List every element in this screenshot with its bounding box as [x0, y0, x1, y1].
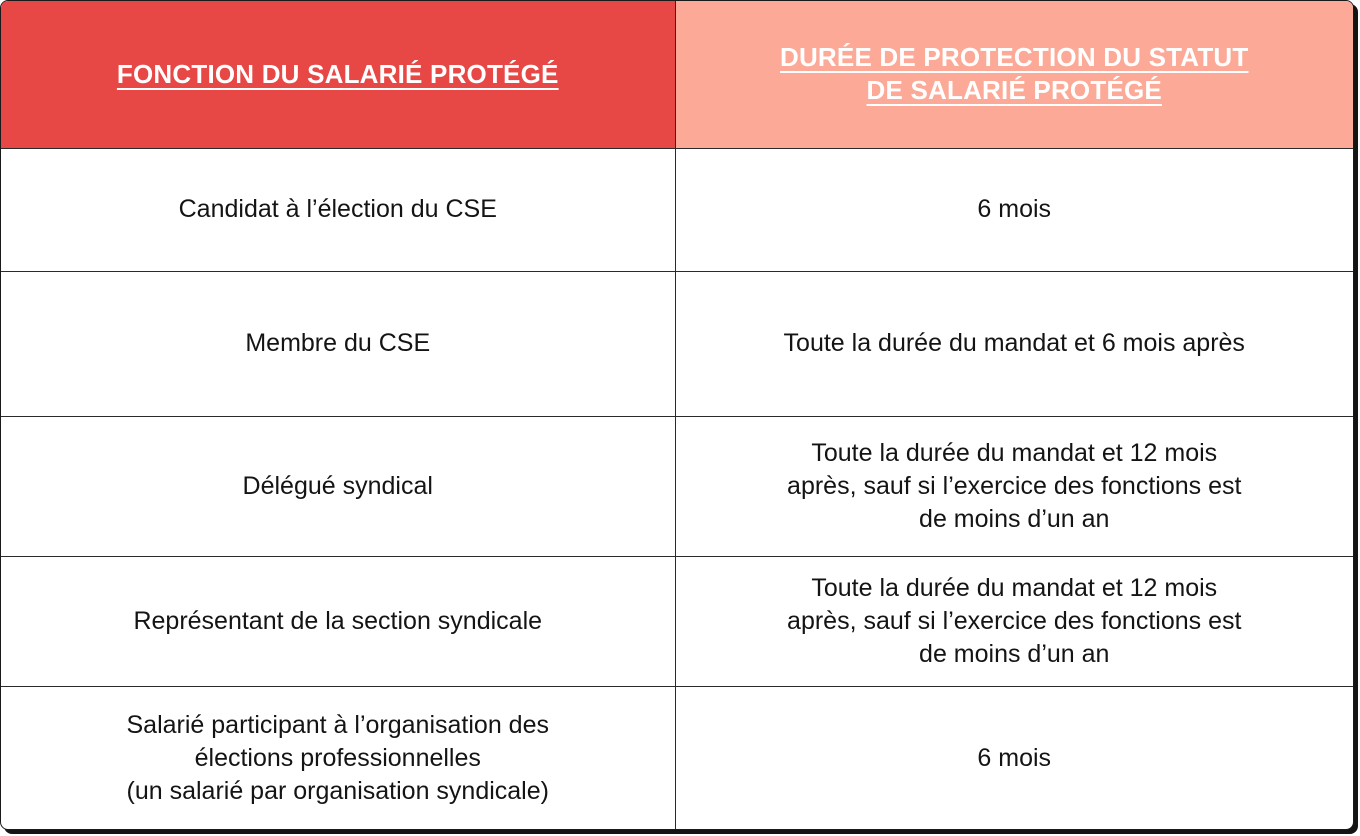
- cell-text: Membre du CSE: [245, 329, 431, 357]
- header-fonction-label: FONCTION DU SALARIÉ PROTÉGÉ: [116, 58, 559, 89]
- header-duree-label-line-2: DE SALARIÉ PROTÉGÉ: [866, 75, 1162, 106]
- cell-text-line-3: de moins d’un an: [919, 639, 1110, 668]
- table-row: [1, 416, 1353, 556]
- cell-text-line-1: Salarié participant à l’organisation des: [126, 711, 549, 740]
- table-row: [1, 148, 1353, 271]
- cell-text: Candidat à l’élection du CSE: [178, 195, 497, 223]
- table-row: [1, 556, 1353, 686]
- cell-fonction: [1, 686, 675, 830]
- cell-duree: [675, 686, 1353, 830]
- cell-text: 6 mois: [977, 195, 1052, 223]
- cell-fonction: [1, 271, 675, 416]
- header-duree-label-line-1: DURÉE DE PROTECTION DU STATUT: [779, 42, 1249, 73]
- cell-fonction: [1, 416, 675, 556]
- header-duree: [675, 1, 1353, 148]
- cell-fonction: [1, 556, 675, 686]
- cell-text-line-3: (un salarié par organisation syndicale): [126, 777, 549, 806]
- cell-text: Représentant de la section syndicale: [133, 606, 543, 635]
- cell-text-line-1: Toute la durée du mandat et 12 mois: [811, 573, 1218, 602]
- cell-duree: [675, 416, 1353, 556]
- table-header-row: [1, 1, 1353, 148]
- cell-text-line-2: après, sauf si l’exercice des fonctions est: [787, 471, 1242, 500]
- cell-text: 6 mois: [977, 744, 1052, 773]
- cell-text-line-3: de moins d’un an: [919, 504, 1110, 533]
- cell-text: Délégué syndical: [242, 471, 433, 500]
- cell-text: Toute la durée du mandat et 6 mois après: [783, 329, 1245, 357]
- cell-duree: [675, 271, 1353, 416]
- protection-duration-table: [1, 1, 1353, 830]
- cell-text-line-2: après, sauf si l’exercice des fonctions est: [787, 606, 1242, 635]
- cell-text-line-1: Toute la durée du mandat et 12 mois: [811, 438, 1218, 467]
- cell-duree: [675, 556, 1353, 686]
- cell-fonction: [1, 148, 675, 271]
- table-row: [1, 686, 1353, 830]
- cell-duree: [675, 148, 1353, 271]
- cell-text-line-2: élections professionnelles: [194, 744, 481, 773]
- table-row: [1, 271, 1353, 416]
- header-fonction: [1, 1, 675, 148]
